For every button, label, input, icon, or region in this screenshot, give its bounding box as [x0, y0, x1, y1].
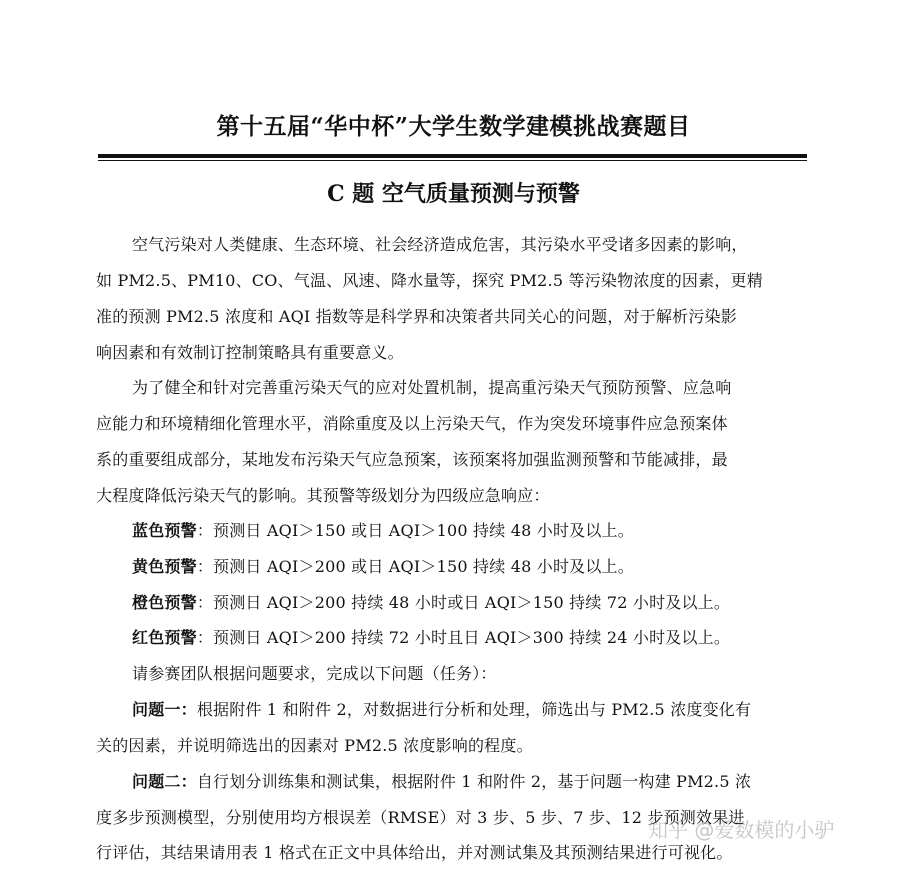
alert-red: [132, 627, 730, 649]
alert-yellow-text: ：预测日 AQI＞200 或日 AQI＞150 持续 48 小时及以上。: [196, 557, 634, 576]
question-1-label: 问题一：: [132, 700, 197, 719]
paragraph-1-line-4: 响因素和有效制订控制策略具有重要意义。: [96, 343, 404, 362]
question-1-line-1: [132, 699, 751, 721]
question-2-line-3: 行评估，其结果请用表 1 格式在正文中具体给出，并对测试集及其预测结果进行可视化。: [96, 843, 733, 862]
question-2-line-2: 度多步预测模型，分别使用均方根误差（RMSE）对 3 步、5 步、7 步、12 步预测效果进: [96, 808, 745, 827]
question-2-label: 问题二：: [132, 772, 197, 791]
title-rule-thick: [98, 154, 807, 158]
paragraph-2-line-2: 应能力和环境精细化管理水平，消除重度及以上污染天气，作为突发环境事件应急预案体: [96, 414, 728, 433]
question-2-line-1: [132, 771, 751, 793]
watermark: 知乎 @爱数模的小驴: [648, 818, 835, 842]
alert-yellow-label: 黄色预警: [132, 557, 197, 576]
paragraph-2-line-3: 系的重要组成部分，某地发布污染天气应急预案，该预案将加强监测预警和节能减排，最: [96, 450, 728, 469]
alert-blue: [132, 520, 634, 542]
paragraph-2-line-1: 为了健全和针对完善重污染天气的应对处置机制，提高重污染天气预防预警、应急响: [132, 378, 732, 397]
title-rule-thin: [98, 160, 807, 161]
alert-orange-label: 橙色预警: [132, 593, 197, 612]
alert-red-label: 红色预警: [132, 628, 197, 647]
alert-blue-label: 蓝色预警: [132, 521, 197, 540]
question-2-text-1: 自行划分训练集和测试集，根据附件 1 和附件 2，基于问题一构建 PM2.5 浓: [196, 772, 752, 791]
paragraph-1-line-1: 空气污染对人类健康、生态环境、社会经济造成危害，其污染水平受诸多因素的影响，: [132, 235, 748, 254]
alert-orange: [132, 592, 730, 614]
paragraph-1-line-2: 如 PM2.5、PM10、CO、气温、风速、降水量等，探究 PM2.5 等污染物浓度的因素，更精: [96, 271, 763, 290]
alert-blue-text: ：预测日 AQI＞150 或日 AQI＞100 持续 48 小时及以上。: [196, 521, 634, 540]
paragraph-2-line-4: 大程度降低污染天气的影响。其预警等级划分为四级应急响应：: [96, 486, 550, 505]
task-intro: 请参赛团队根据问题要求，完成以下问题（任务）：: [132, 664, 497, 683]
alert-orange-text: ：预测日 AQI＞200 持续 48 小时或日 AQI＞150 持续 72 小时及以上。: [196, 593, 731, 612]
problem-title: C 题 空气质量预测与预警: [327, 181, 580, 207]
document-title: 第十五届“华中杯”大学生数学建模挑战赛题目: [216, 113, 691, 140]
alert-yellow: [132, 556, 634, 578]
alert-red-text: ：预测日 AQI＞200 持续 72 小时且日 AQI＞300 持续 24 小时及以上。: [196, 628, 731, 647]
question-1-text-1: 根据附件 1 和附件 2，对数据进行分析和处理，筛选出与 PM2.5 浓度变化有: [196, 700, 752, 719]
paragraph-1-line-3: 准的预测 PM2.5 浓度和 AQI 指数等是科学界和决策者共同关心的问题，对于解析污染影: [96, 307, 737, 326]
question-1-line-2: 关的因素，并说明筛选出的因素对 PM2.5 浓度影响的程度。: [96, 736, 533, 755]
